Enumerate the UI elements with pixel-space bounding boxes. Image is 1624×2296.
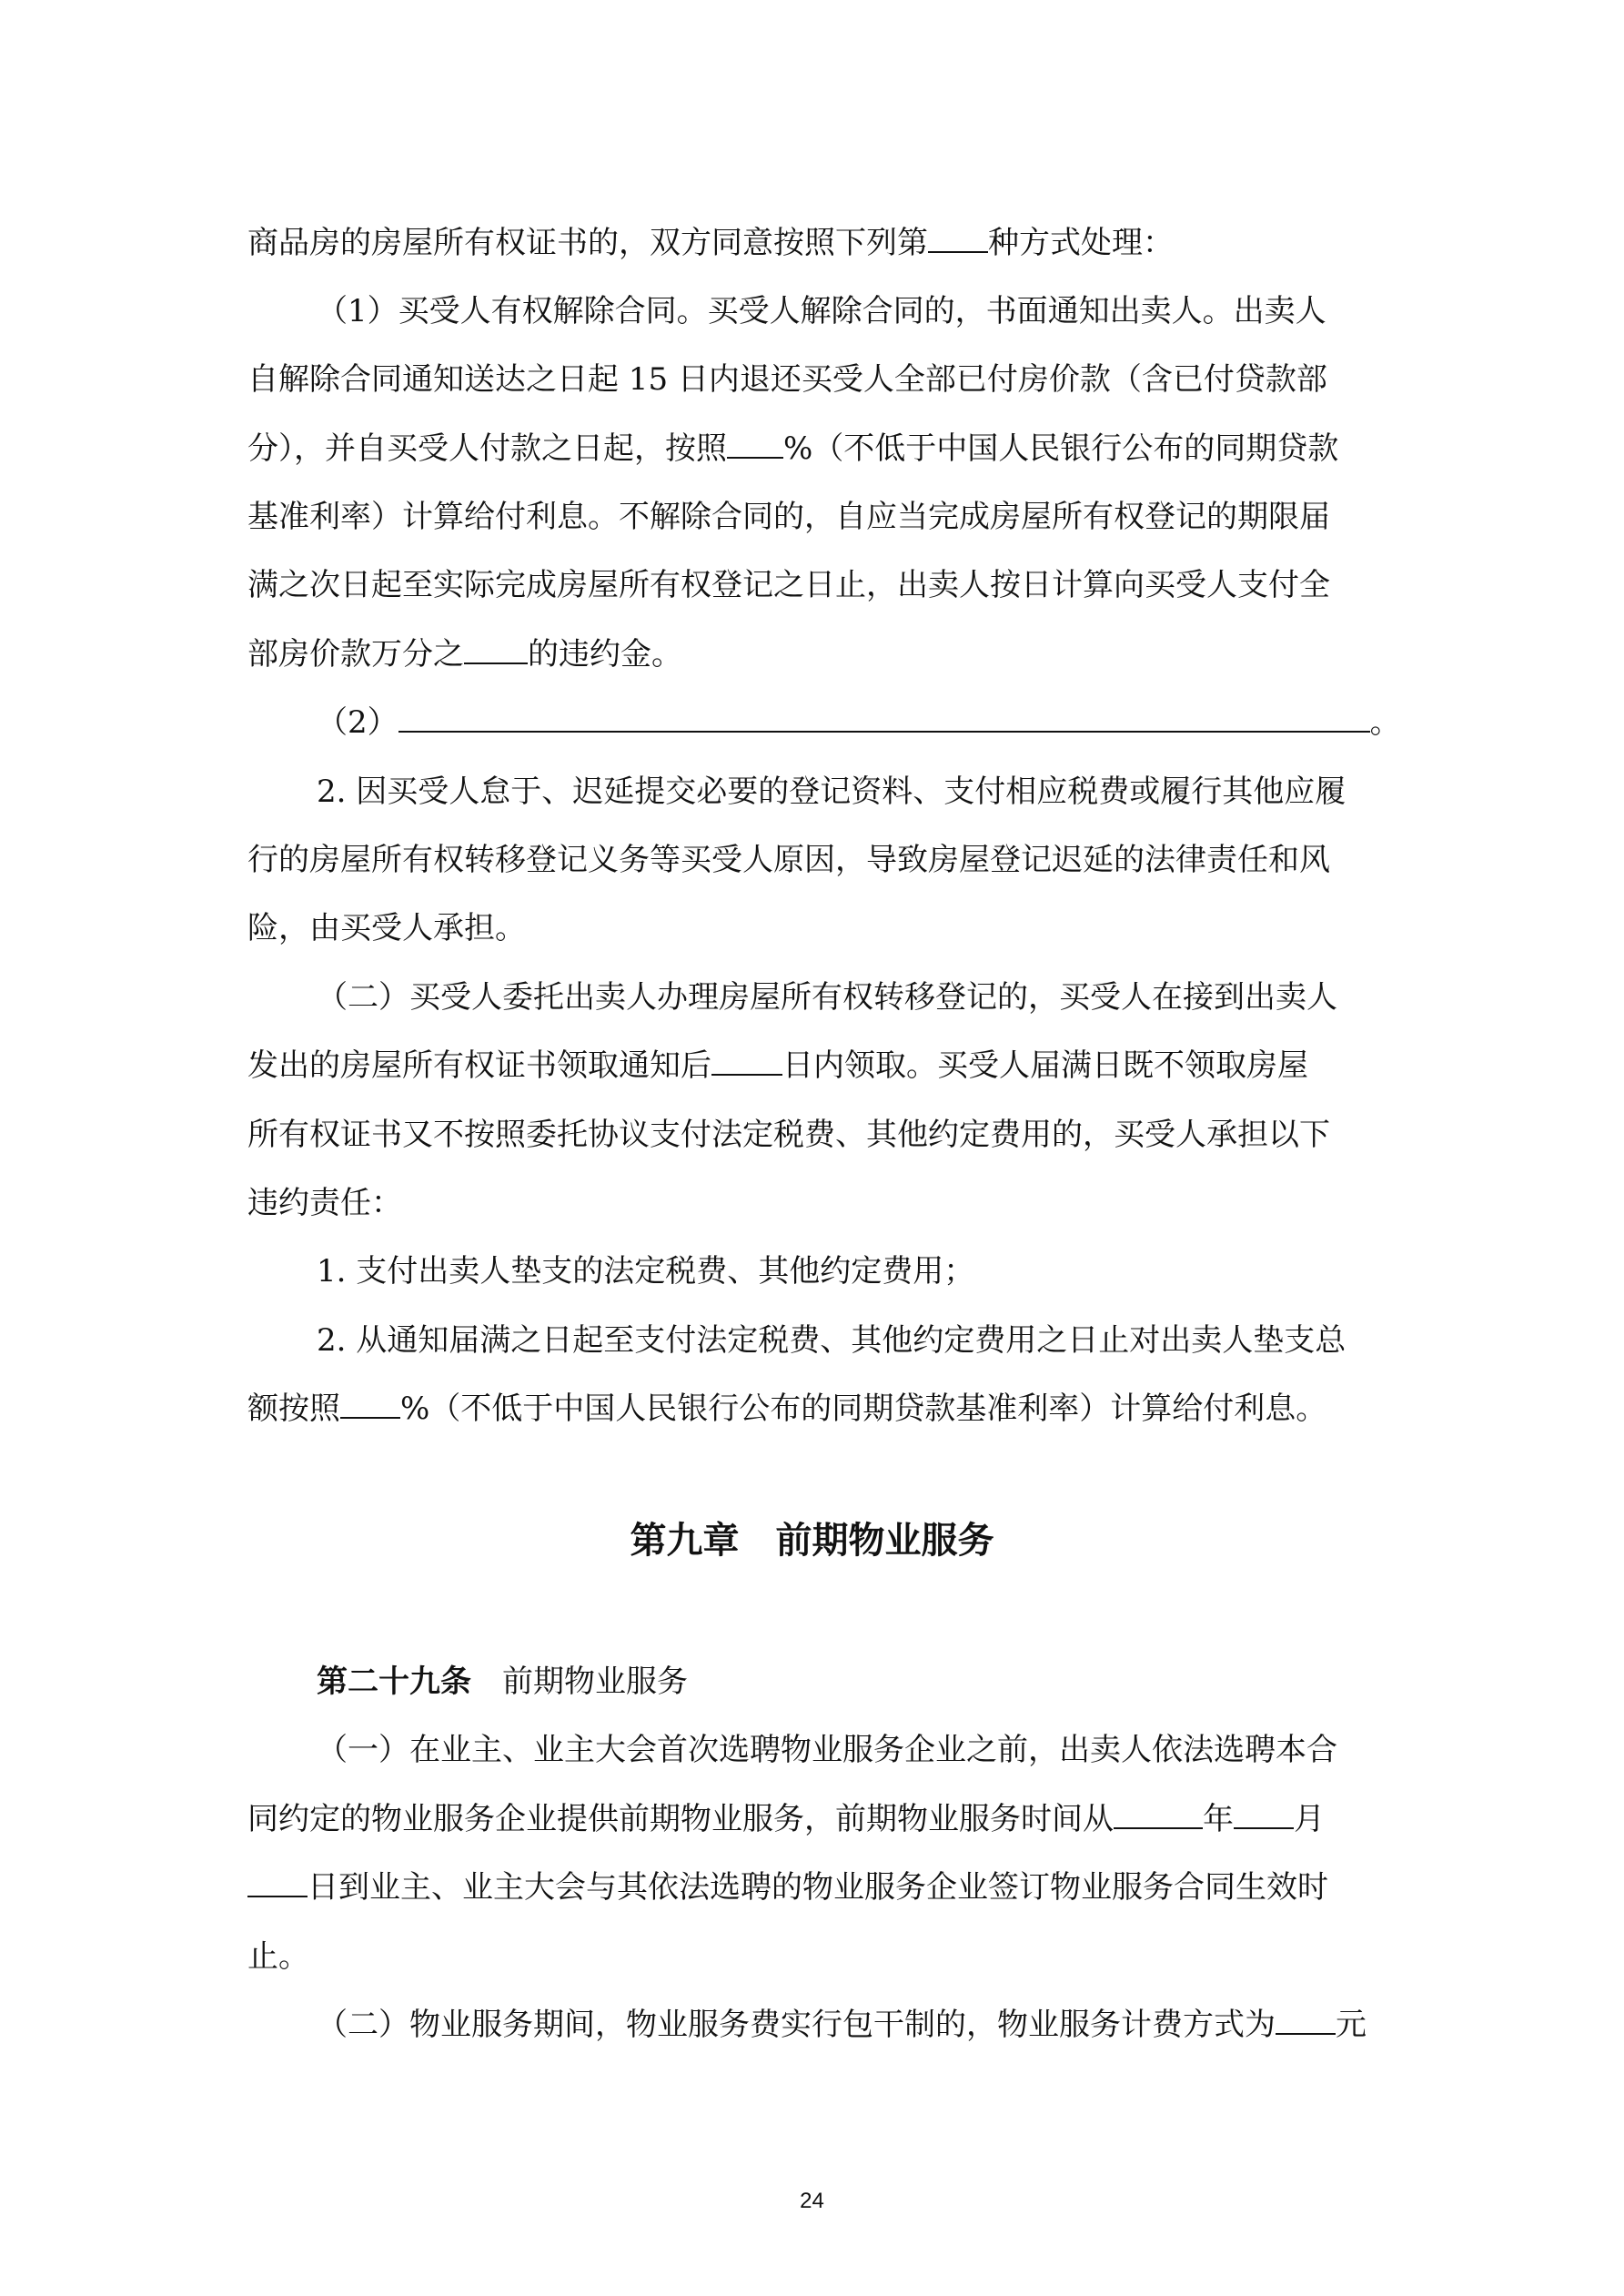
text: （二）买受人委托出卖人办理房屋所有权转移登记的，买受人在接到出卖人 — [317, 979, 1337, 1016]
text: 1. 支付出卖人垫支的法定税费、其他约定费用； — [317, 1253, 975, 1290]
paragraph-line — [247, 839, 1330, 881]
paragraph-line — [317, 771, 1346, 813]
text: 2. 因买受人怠于、迟延提交必要的登记资料、支付相应税费或履行其他应履 — [317, 774, 1347, 810]
paragraph-line — [247, 1798, 1325, 1840]
text: 满之次日起至实际完成房屋所有权登记之日止，出卖人按日计算向买受人支付全 — [247, 567, 1330, 603]
text: 。 — [1369, 704, 1401, 741]
article-number: 第二十九条 — [317, 1664, 471, 1700]
paragraph-line — [247, 1114, 1330, 1156]
paragraph-line — [317, 2004, 1367, 2046]
paragraph-line — [247, 222, 1174, 264]
text: 商品房的房屋所有权证书的，双方同意按照下列第 — [247, 225, 928, 261]
text: 种方式处理： — [988, 225, 1174, 261]
text: %（不低于中国人民银行公布的同期贷款基准利率）计算给付利息。 — [400, 1391, 1327, 1427]
paragraph-line — [247, 1866, 1328, 1908]
blank-field — [1234, 1800, 1294, 1829]
text: （2） — [317, 704, 398, 741]
text: 基准利率）计算给付利息。不解除合同的，自应当完成房屋所有权登记的期限届 — [247, 499, 1330, 535]
blank-field — [1276, 2006, 1336, 2035]
text: 止。 — [247, 1938, 309, 1975]
text: 发出的房屋所有权证书领取通知后 — [247, 1047, 711, 1084]
text: 自解除合同通知送达之日起 15 日内退还买受人全部已付房价款（含已付贷款部 — [247, 361, 1327, 398]
paragraph-line — [317, 290, 1326, 332]
text: 日内领取。买受人届满日既不领取房屋 — [782, 1047, 1308, 1084]
paragraph-line — [247, 1182, 402, 1224]
text: （一）在业主、业主大会首次选聘物业服务企业之前，出卖人依法选聘本合 — [317, 1732, 1337, 1768]
article-heading — [317, 1661, 688, 1703]
blank-field — [464, 635, 528, 664]
page-number: 24 — [800, 2189, 824, 2213]
text: 部房价款万分之 — [247, 636, 464, 673]
paragraph-line — [317, 1320, 1346, 1361]
blank-field — [340, 1390, 400, 1419]
text: 元 — [1336, 2007, 1367, 2043]
text: 违约责任： — [247, 1185, 402, 1221]
text: 险，由买受人承担。 — [247, 910, 526, 946]
paragraph-line — [317, 1729, 1337, 1771]
text: 年 — [1203, 1801, 1234, 1837]
paragraph-line — [247, 1045, 1308, 1087]
blank-field — [928, 224, 988, 253]
text: 所有权证书又不按照委托协议支付法定税费、其他约定费用的，买受人承担以下 — [247, 1117, 1330, 1153]
paragraph-line — [247, 564, 1330, 606]
paragraph-line — [317, 976, 1337, 1018]
text: 的违约金。 — [528, 636, 682, 673]
text: 2. 从通知届满之日起至支付法定税费、其他约定费用之日止对出卖人垫支总 — [317, 1322, 1347, 1359]
text: 日到业主、业主大会与其依法选聘的物业服务企业签订物业服务合同生效时 — [308, 1869, 1328, 1906]
blank-field — [727, 430, 783, 459]
article-title: 前期物业服务 — [502, 1664, 688, 1700]
paragraph-line — [247, 428, 1338, 470]
text: （二）物业服务期间，物业服务费实行包干制的，物业服务计费方式为 — [317, 2007, 1276, 2043]
text: 同约定的物业服务企业提供前期物业服务，前期物业服务时间从 — [247, 1801, 1114, 1837]
paragraph-line — [247, 907, 526, 949]
text: 分），并自买受人付款之日起，按照 — [247, 430, 727, 467]
text: 额按照 — [247, 1391, 340, 1427]
blank-field — [711, 1047, 782, 1076]
paragraph-line — [247, 1936, 309, 1977]
paragraph-line — [247, 496, 1330, 538]
text: 行的房屋所有权转移登记义务等买受人原因，导致房屋登记迟延的法律责任和风 — [247, 842, 1330, 878]
text: 月 — [1294, 1801, 1325, 1837]
paragraph-line — [317, 702, 1401, 743]
paragraph-line — [317, 1250, 974, 1292]
chapter-title: 第九章 前期物业服务 — [630, 1520, 994, 1562]
blank-field — [1114, 1800, 1203, 1829]
blank-field — [398, 703, 1370, 733]
paragraph-line — [247, 633, 682, 675]
text: %（不低于中国人民银行公布的同期贷款 — [783, 430, 1339, 467]
blank-field — [247, 1868, 308, 1897]
text: （1）买受人有权解除合同。买受人解除合同的，书面通知出卖人。出卖人 — [317, 293, 1326, 329]
paragraph-line — [247, 359, 1327, 400]
paragraph-line — [247, 1388, 1326, 1430]
